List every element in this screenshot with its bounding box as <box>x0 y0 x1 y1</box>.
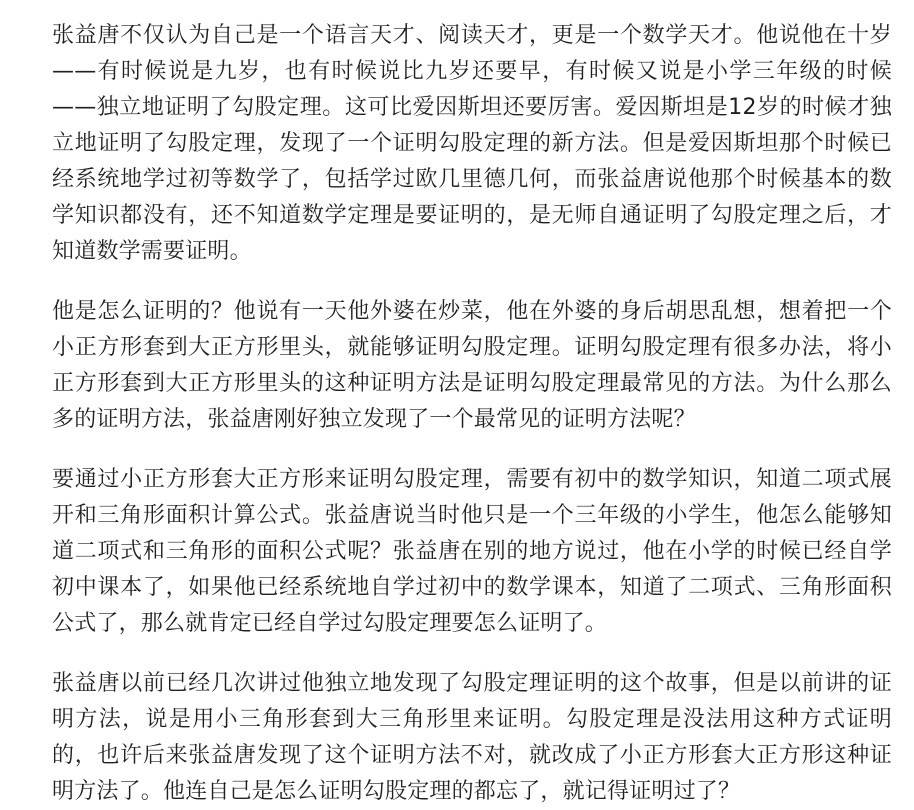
paragraph-4: 张益唐以前已经几次讲过他独立地发现了勾股定理证明的这个故事，但是以前讲的证明方法，说是用小三角形套到大三角形里来证明。勾股定理是没法用这种方式证明的，也许后来张益唐发现了这个证明方法不对，就改成了小正方形套大正方形这种证明方法了。他连自己是怎么证明勾股定理的都忘了，就记得证明过了？ <box>52 671 892 804</box>
paragraph-1: 张益唐不仅认为自己是一个语言天才、阅读天才，更是一个数学天才。他说他在十岁——有时候说是九岁，也有时候说比九岁还要早，有时候又说是小学三年级的时候——独立地证明了勾股定理。这可比爱因斯坦还要厉害。爱因斯坦是12岁的时候才独立地证明了勾股定理，发现了一个证明勾股定理的新方法。但是爱因斯坦那个时候已经系统地学过初等数学了，包括学过欧几里德几何，而张益唐说他那个时候基本的数学知识都没有，还不知道数学定理是要证明的，是无师自通证明了勾股定理之后，才知道数学需要证明。 <box>52 23 892 264</box>
paragraph-3: 要通过小正方形套大正方形来证明勾股定理，需要有初中的数学知识，知道二项式展开和三角形面积计算公式。张益唐说当时他只是一个三年级的小学生，他怎么能够知道二项式和三角形的面积公式呢？张益唐在别的地方说过，他在小学的时候已经自学初中课本了，如果他已经系统地自学过初中的数学课本，知道了二项式、三角形面积公式了，那么就肯定已经自学过勾股定理要怎么证明了。 <box>52 467 892 636</box>
article-body <box>52 18 892 810</box>
paragraph-2: 他是怎么证明的？他说有一天他外婆在炒菜，他在外婆的身后胡思乱想，想着把一个小正方形套到大正方形里头，就能够证明勾股定理。证明勾股定理有很多办法，将小正方形套到大正方形里头的这种证明方法是证明勾股定理最常见的方法。为什么那么多的证明方法，张益唐刚好独立发现了一个最常见的证明方法呢？ <box>52 299 892 432</box>
